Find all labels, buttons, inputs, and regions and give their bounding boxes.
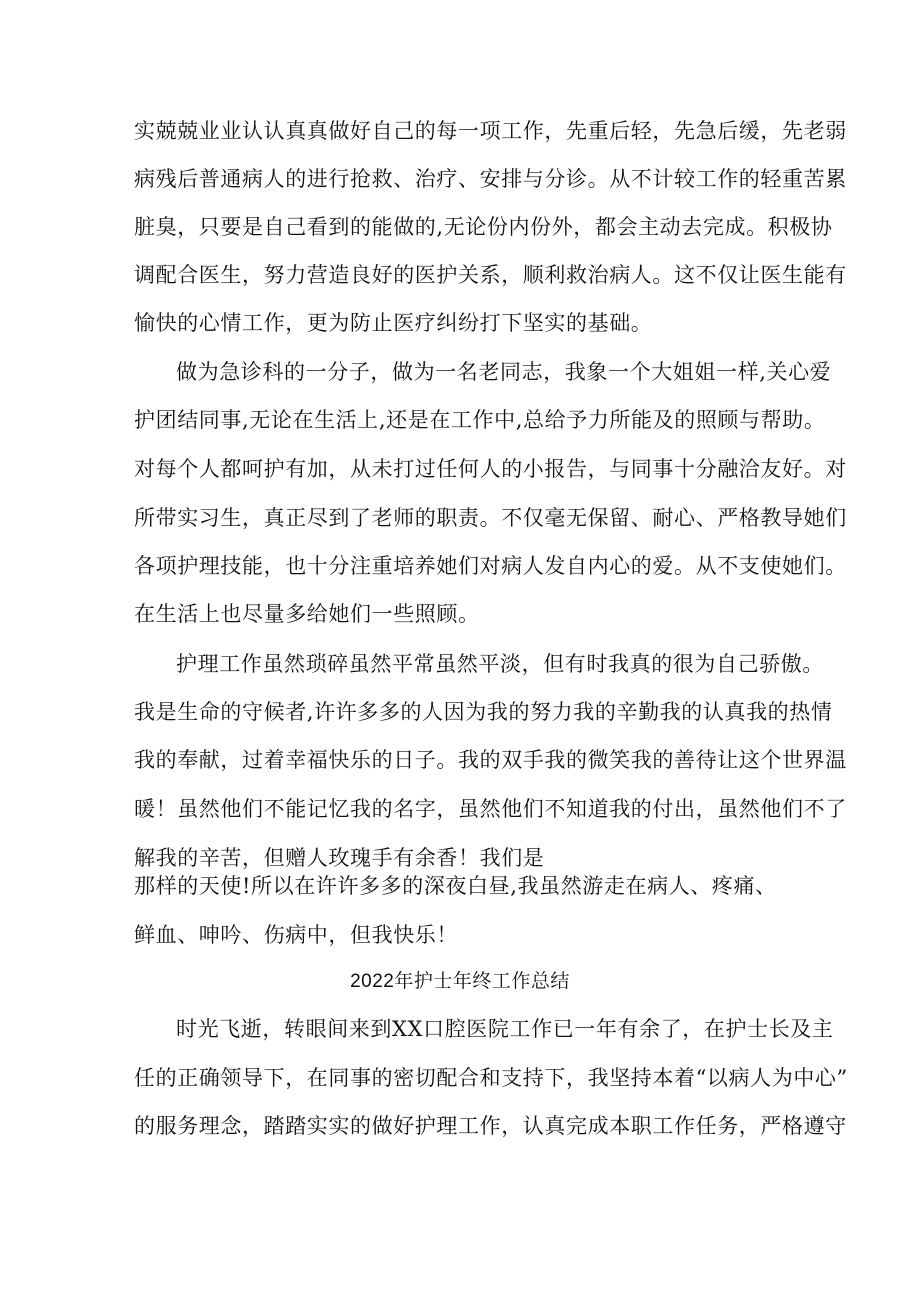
paragraph-2-line-6: 在生活上也尽量多给她们一些照顾。 [134, 602, 480, 626]
paragraph-3-line-1: 护理工作虽然琐碎虽然平常虽然平淡，但有时我真的很为自己骄傲。 [176, 652, 824, 676]
paragraph-2-line-4: 所带实习生，真正尽到了老师的职责。不仅毫无保留、耐心、严格教导她们 [134, 506, 847, 530]
paragraph-2-line-3: 对每个人都呵护有加，从未打过任何人的小报告，与同事十分融洽友好。对 [134, 457, 847, 481]
paragraph-1-line-2: 病残后普通病人的进行抢救、治疗、安排与分诊。从不计较工作的轻重苦累 [134, 167, 847, 191]
section-title: 2022年护士年终工作总结 [350, 971, 570, 992]
paragraph-1-line-3: 脏臭，只要是自己看到的能做的,无论份内份外，都会主动去完成。积极协 [134, 215, 833, 239]
paragraph-1-line-5: 愉快的心情工作，更为防止医疗纠纷打下坚实的基础。 [134, 311, 653, 335]
paragraph-2-line-2: 护团结同事,无论在生活上,还是在工作中,总给予力所能及的照顾与帮助。 [134, 408, 826, 432]
paragraph-3-line-5: 解我的辛苦，但赠人玫瑰手有余香！我们是 [134, 846, 545, 870]
paragraph-1-line-1: 实兢兢业业认认真真做好自己的每一项工作，先重后轻，先急后缓，先老弱 [134, 119, 847, 143]
paragraph-3-line-3: 我的奉献，过着幸福快乐的日子。我的双手我的微笑我的善待让这个世界温 [134, 748, 847, 772]
section-paragraph-line-1: 时光飞逝，转眼间来到XX口腔医院工作已一年有余了，在护士长及主 [176, 1017, 834, 1041]
section-paragraph-line-2: 任的正确领导下，在同事的密切配合和支持下，我坚持本着“以病人为中心” [134, 1066, 848, 1090]
paragraph-3-line-6: 那样的天使!所以在许许多多的深夜白昼,我虽然游走在病人、疼痛、 [134, 874, 777, 898]
paragraph-3-line-4: 暖！虽然他们不能记忆我的名字，虽然他们不知道我的付出，虽然他们不了 [134, 797, 847, 821]
paragraph-1-line-4: 调配合医生，努力营造良好的医护关系，顺利救治病人。这不仅让医生能有 [134, 263, 847, 287]
paragraph-3-line-2: 我是生命的守候者,许许多多的人因为我的努力我的辛勤我的认真我的热情 [134, 700, 833, 724]
paragraph-2-line-5: 各项护理技能，也十分注重培养她们对病人发自内心的爱。从不支使她们。 [134, 554, 847, 578]
section-paragraph-line-3: 的服务理念，踏踏实实的做好护理工作，认真完成本职工作任务，严格遵守 [134, 1114, 847, 1138]
paragraph-2-line-1: 做为急诊科的一分子，做为一名老同志，我象一个大姐姐一样,关心爱 [176, 360, 832, 384]
paragraph-3-line-7: 鲜血、呻吟、伤病中，但我快乐！ [134, 923, 458, 947]
